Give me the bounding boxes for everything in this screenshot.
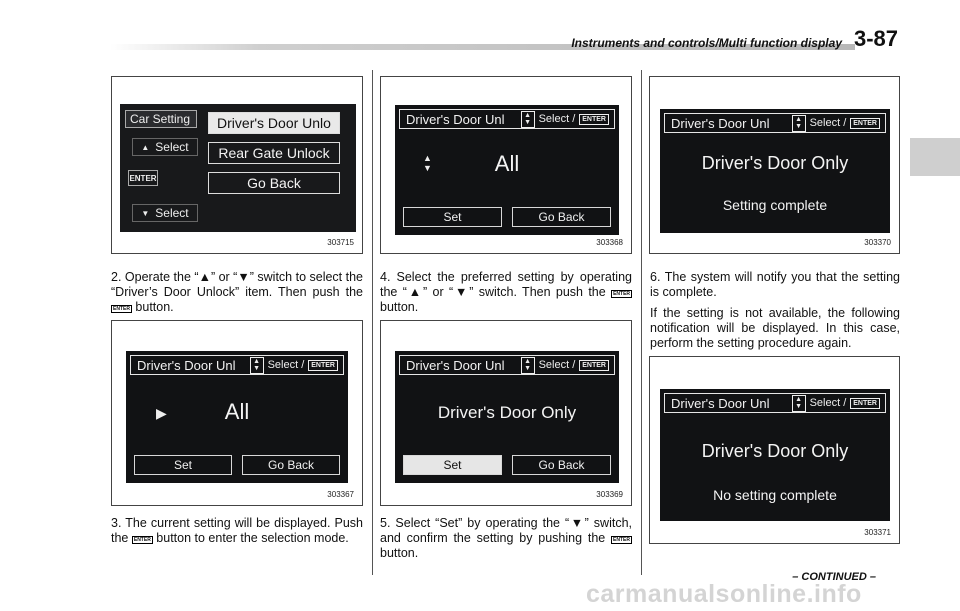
go-back-button[interactable]: Go Back: [242, 455, 340, 475]
display-screen: [395, 351, 619, 483]
select-up-label: [132, 138, 198, 156]
select-text: Select /: [809, 397, 847, 409]
column-divider: [372, 70, 373, 575]
column-divider: [641, 70, 642, 575]
select-down-label: [132, 204, 198, 222]
up-arrow-icon: ▲: [198, 270, 211, 284]
screen-title-bar: [664, 393, 886, 413]
button-row: [403, 207, 611, 227]
display-screen: [126, 351, 348, 483]
up-arrow-icon: ▲: [141, 142, 150, 152]
step-6-note: If the setting is not available, the following notification will be displayed. In this case, perform the setting procedure again.: [650, 306, 900, 350]
select-arrows-icon: ▲ ▼: [792, 395, 806, 412]
down-arrow-icon: ▼: [569, 516, 585, 530]
screen-title-bar: [130, 355, 344, 375]
step-5-text: [380, 516, 632, 561]
figure-code: 303367: [327, 490, 354, 499]
select-text: Select /: [809, 117, 847, 129]
enter-key-icon: ENTER: [850, 118, 880, 129]
setting-value: Driver's Door Only: [701, 441, 849, 461]
step-6-text: 6. The system will notify you that the setting is complete.: [650, 270, 900, 299]
continued-label: – CONTINUED –: [792, 571, 876, 583]
select-text: Select /: [538, 359, 576, 371]
display-screen: [660, 109, 890, 233]
enter-key-icon: ENTER: [113, 306, 130, 312]
select-text: Select /: [267, 359, 305, 371]
enter-key-icon: ENTER: [308, 360, 338, 371]
button-row: [403, 455, 611, 475]
display-screen: [395, 105, 619, 235]
car-setting-label: Car Setting: [125, 110, 197, 128]
figure-303370: [649, 76, 900, 254]
figure-code: 303369: [596, 490, 623, 499]
figure-303367: [111, 320, 363, 506]
text: 5. Select “Set” by operating the “: [380, 516, 570, 530]
down-arrow-icon: ▼: [237, 270, 250, 284]
go-back-button[interactable]: Go Back: [512, 207, 611, 227]
screen-title: Driver's Door Unl: [406, 111, 505, 127]
go-back-button[interactable]: Go Back: [512, 455, 611, 475]
figure-code: 303715: [327, 238, 354, 247]
chapter-tab: [910, 138, 960, 176]
screen-title-bar: [399, 355, 615, 375]
figure-303369: [380, 320, 632, 506]
screen-title-bar: [664, 113, 886, 133]
up-down-arrows-icon: ▲ ▼: [423, 153, 432, 173]
text: ” switch, and confirm the setting by pushing the: [380, 516, 632, 545]
select-text: Select: [155, 206, 189, 220]
set-button[interactable]: Set: [403, 207, 502, 227]
select-arrows-icon: ▲ ▼: [792, 115, 806, 132]
menu-item-go-back[interactable]: Go Back: [208, 172, 340, 194]
text: button.: [380, 300, 419, 314]
status-message: Setting complete: [722, 197, 828, 213]
text: ” switch to select the “Driver’s Door Unlock” item. Then push the: [111, 270, 364, 299]
watermark: carmanualsonline.info: [586, 580, 862, 608]
button-row: [134, 455, 340, 475]
screen-title: Driver's Door Unl: [671, 395, 770, 411]
text: button.: [131, 300, 174, 314]
right-pointer-icon: ▶: [156, 405, 167, 421]
enter-key-icon: ENTER: [579, 114, 609, 125]
step-3-text: [111, 516, 363, 546]
setting-value: Driver's Door Only: [701, 153, 849, 173]
down-arrow-icon: ▼: [453, 285, 470, 299]
set-button[interactable]: Set: [403, 455, 502, 475]
display-screen: [120, 104, 356, 232]
setting-value: All: [224, 399, 250, 424]
up-arrow-icon: ▲: [406, 285, 423, 299]
page-number: 3-87: [853, 26, 898, 51]
menu-item-rear-gate-unlock[interactable]: Rear Gate Unlock: [208, 142, 340, 164]
setting-value: Driver's Door Only: [437, 403, 577, 422]
enter-key-icon: ENTER: [128, 170, 158, 186]
select-arrows-icon: ▲ ▼: [521, 357, 535, 374]
status-message: No setting complete: [713, 487, 837, 503]
section-title: Instruments and controls/Multi function display: [571, 36, 842, 50]
step-2-text: [111, 270, 363, 315]
figure-code: 303370: [864, 238, 891, 247]
text: 3. The current setting will be displayed. Push the: [111, 516, 363, 545]
screen-title: Driver's Door Unl: [406, 357, 505, 373]
step-4-text: [380, 270, 632, 315]
enter-key-icon: ENTER: [613, 537, 630, 543]
text: 4. Select the preferred setting by operating the “: [380, 270, 632, 299]
figure-303371: [649, 356, 900, 544]
text: 2. Operate the “: [111, 270, 199, 284]
setting-value: All: [494, 151, 520, 176]
screen-title: Driver's Door Unl: [137, 357, 236, 373]
text: ” or “: [210, 270, 238, 284]
select-text: Select /: [538, 113, 576, 125]
select-arrows-icon: ▲ ▼: [521, 111, 535, 128]
figure-code: 303368: [596, 238, 623, 247]
menu-item-drivers-door-unlock[interactable]: Driver's Door Unlo: [208, 112, 340, 134]
text: button.: [380, 546, 419, 560]
select-arrows-icon: ▲ ▼: [250, 357, 264, 374]
text: button to enter the selection mode.: [152, 531, 349, 545]
enter-key-icon: ENTER: [613, 291, 631, 297]
enter-key-icon: ENTER: [579, 360, 609, 371]
enter-key-icon: ENTER: [133, 537, 151, 543]
figure-303715: [111, 76, 363, 254]
screen-title-bar: [399, 109, 615, 129]
screen-title: Driver's Door Unl: [671, 115, 770, 131]
down-arrow-icon: ▼: [141, 208, 150, 218]
figure-code: 303371: [864, 528, 891, 537]
text: ” switch. Then push the: [469, 285, 612, 299]
set-button[interactable]: Set: [134, 455, 232, 475]
enter-key-icon: ENTER: [850, 398, 880, 409]
select-text: Select: [155, 140, 189, 154]
display-screen: [660, 389, 890, 521]
figure-303368: [380, 76, 632, 254]
text: ” or “: [423, 285, 454, 299]
